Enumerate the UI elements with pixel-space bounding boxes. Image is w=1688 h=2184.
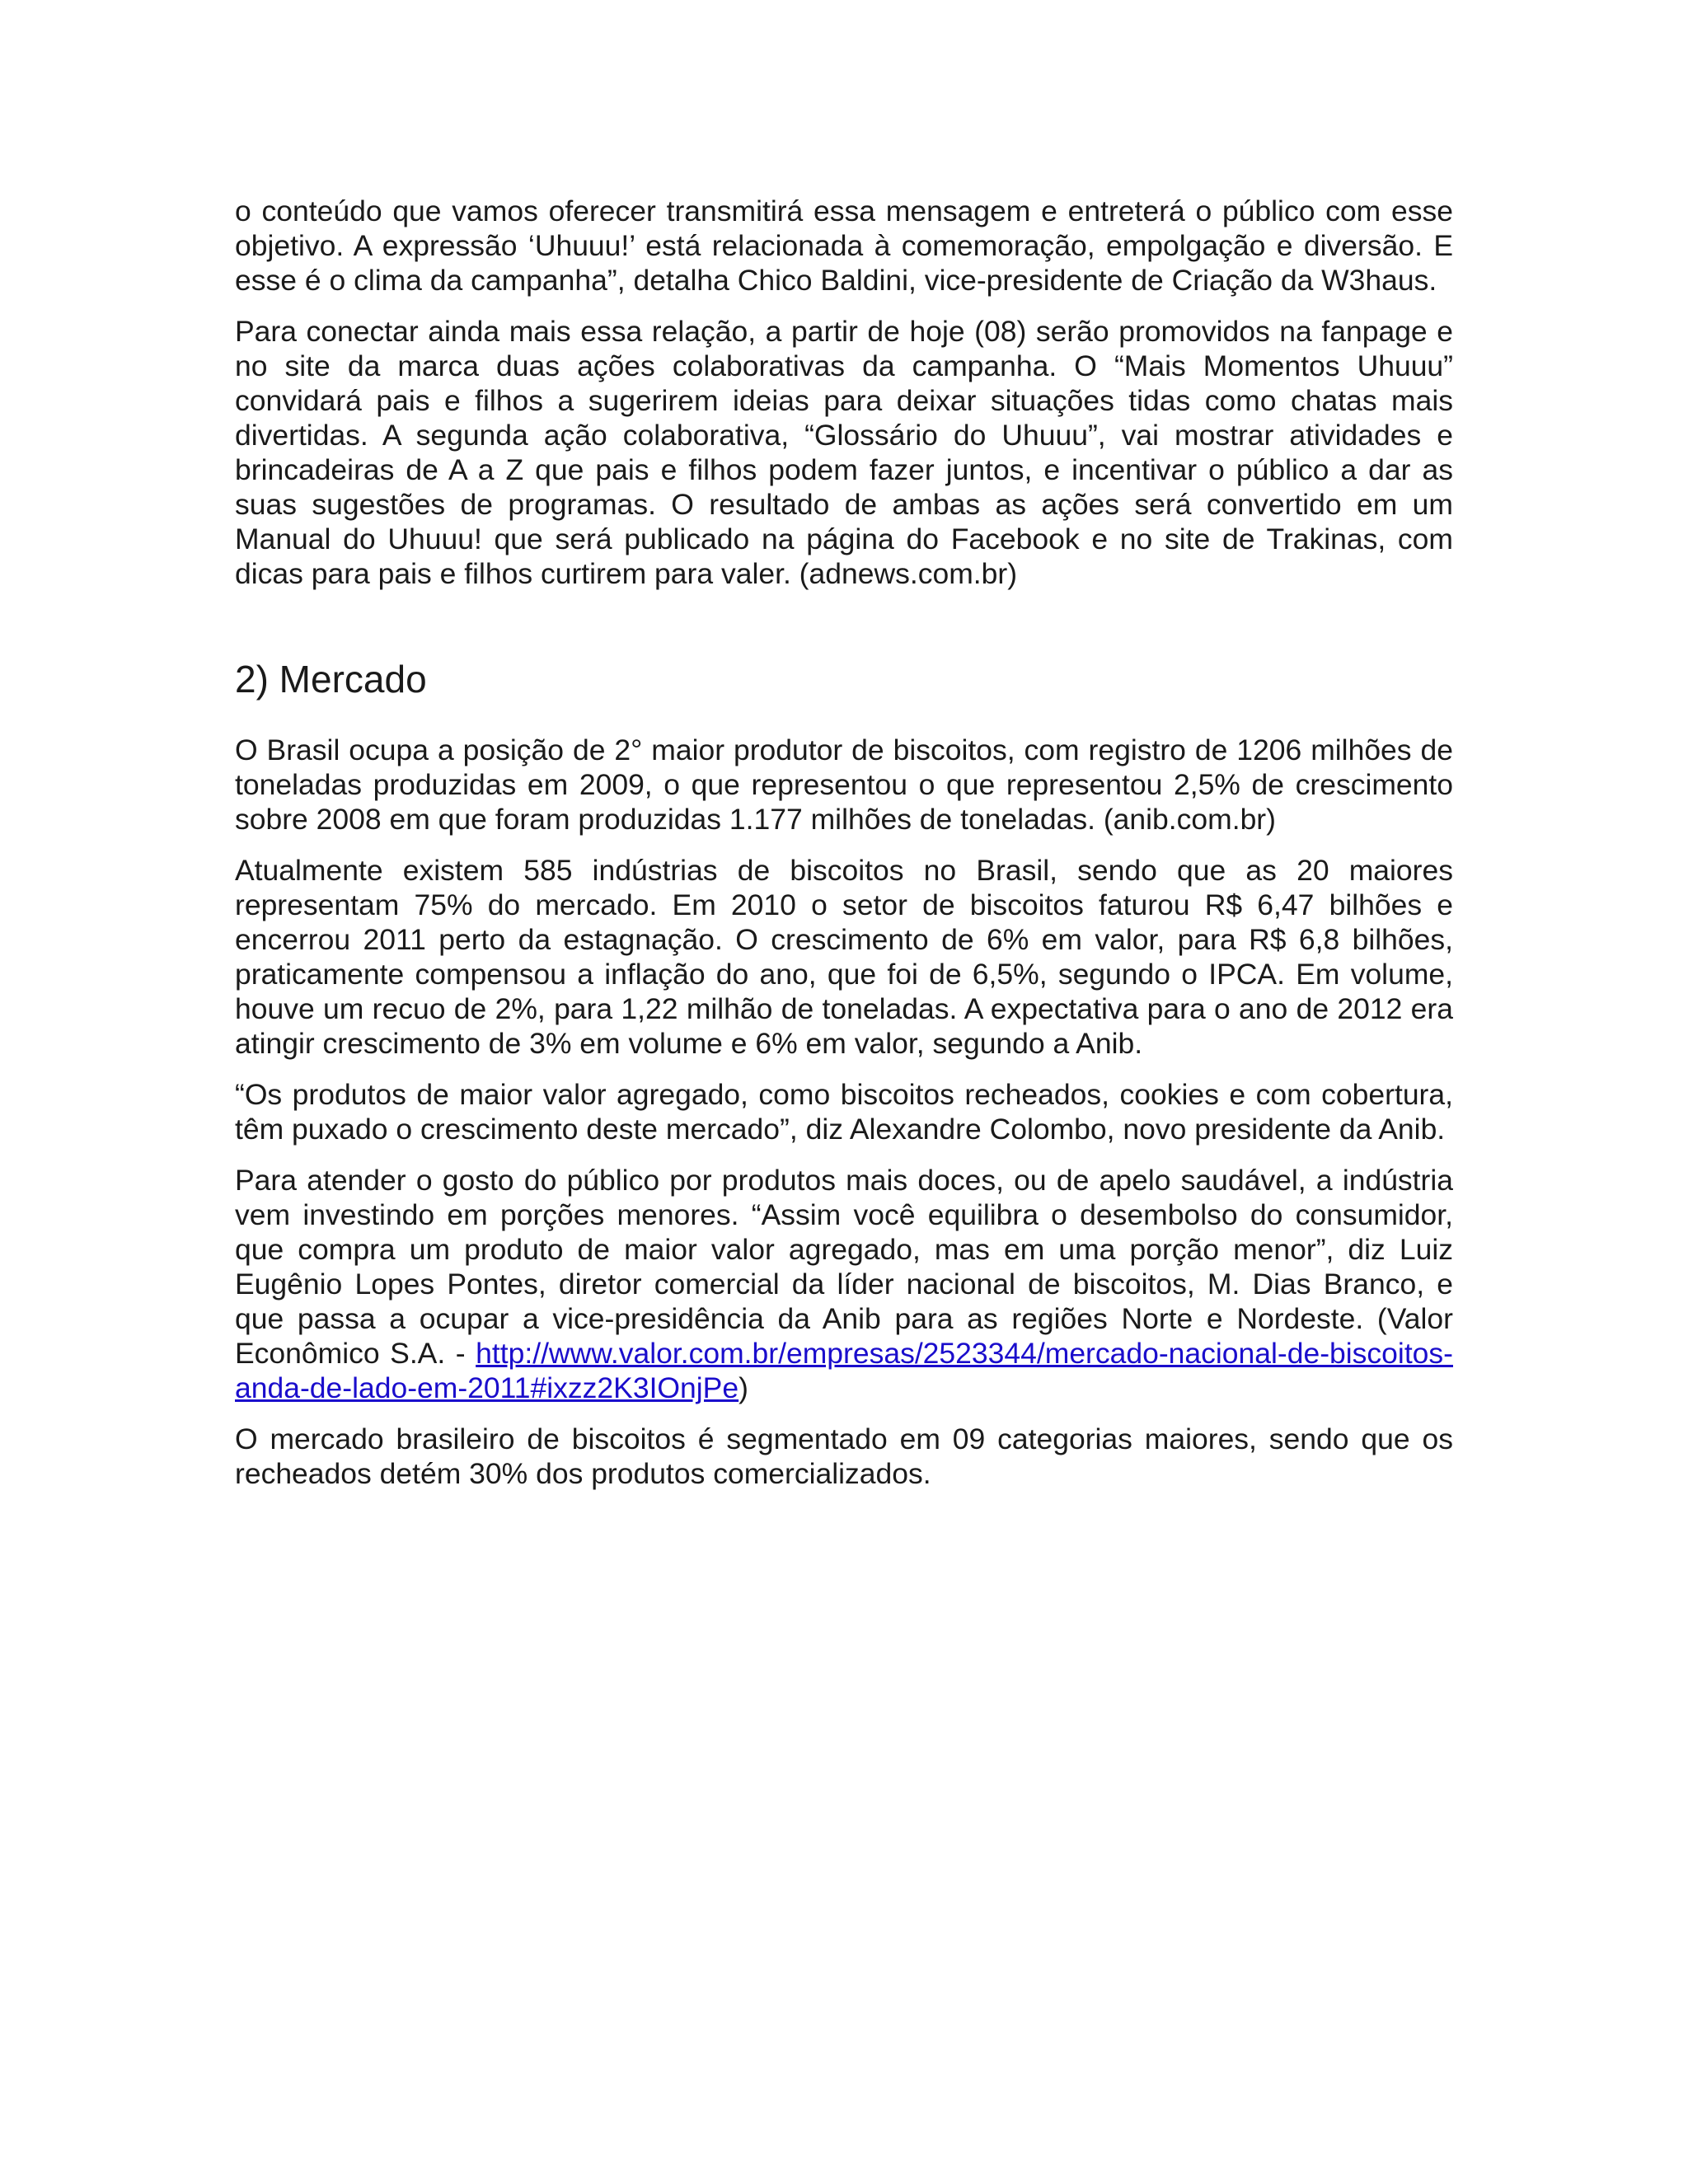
- source-link[interactable]: http://www.valor.com.br/empresas/2523344/mercado-nacional-de-biscoitos-anda-de-lado-em-2011#ixzz2K3IOnjPe: [235, 1337, 1453, 1404]
- document-page: [235, 194, 1453, 1507]
- paragraph-market-3: “Os produtos de maior valor agregado, como biscoitos recheados, cookies e com cobertura, têm puxado o crescimento deste mercado”, diz Alexandre Colombo, novo presidente da Anib.: [235, 1078, 1453, 1146]
- paragraph-final: O mercado brasileiro de biscoitos é segmentado em 09 categorias maiores, sendo que os recheados detém 30% dos produtos comercializados.: [235, 1422, 1453, 1490]
- paragraph-with-link: [235, 1163, 1453, 1405]
- section-heading: 2) Mercado: [235, 658, 427, 701]
- paragraph-market-1: O Brasil ocupa a posição de 2° maior produtor de biscoitos, com registro de 1206 milhões de toneladas produzidas em 2009, o que representou o que representou 2,5% de crescimento sobre 2008 em que foram produzidas 1.177 milhões de toneladas. (anib.com.br): [235, 733, 1453, 836]
- paragraph-market-2: Atualmente existem 585 indústrias de biscoitos no Brasil, sendo que as 20 maiores representam 75% do mercado. Em 2010 o setor de biscoitos faturou R$ 6,47 bilhões e encerrou 2011 perto da estagnação. O crescimento de 6% em valor, para R$ 6,8 bilhões, praticamente compensou a inflação do ano, que foi de 6,5%, segundo o IPCA. Em volume, houve um recuo de 2%, para 1,22 milhão de toneladas. A expectativa para o ano de 2012 era atingir crescimento de 3% em volume e 6% em valor, segundo a Anib.: [235, 854, 1453, 1060]
- paragraph-text-before-link: Para atender o gosto do público por produtos mais doces, ou de apelo saudável, a indústria vem investindo em porções menores. “Assim você equilibra o desembolso do consumidor, que compra um produto de maior valor agregado, mas em uma porção menor”, diz Luiz Eugênio Lopes Pontes, diretor comercial da líder nacional de biscoitos, M. Dias Branco, e que passa a ocupar a vice-presidência da Anib para as regiões Norte e Nordeste. (Valor Econômico S.A. -: [235, 1164, 1453, 1370]
- paragraph-intro-1: o conteúdo que vamos oferecer transmitirá essa mensagem e entreterá o público com esse objetivo. A expressão ‘Uhuuu!’ está relacionada à comemoração, empolgação e diversão. E esse é o clima da campanha”, detalha Chico Baldini, vice-presidente de Criação da W3haus.: [235, 194, 1453, 297]
- paragraph-intro-2: Para conectar ainda mais essa relação, a partir de hoje (08) serão promovidos na fanpage e no site da marca duas ações colaborativas da campanha. O “Mais Momentos Uhuuu” convidará pais e filhos a sugerirem ideias para deixar situações tidas como chatas mais divertidas. A segunda ação colaborativa, “Glossário do Uhuuu”, vai mostrar atividades e brincadeiras de A a Z que pais e filhos podem fazer juntos, e incentivar o público a dar as suas sugestões de programas. O resultado de ambas as ações será convertido em um Manual do Uhuuu! que será publicado na página do Facebook e no site de Trakinas, com dicas para pais e filhos curtirem para valer. (adnews.com.br): [235, 315, 1453, 590]
- paragraph-text-after-link: ): [738, 1371, 748, 1404]
